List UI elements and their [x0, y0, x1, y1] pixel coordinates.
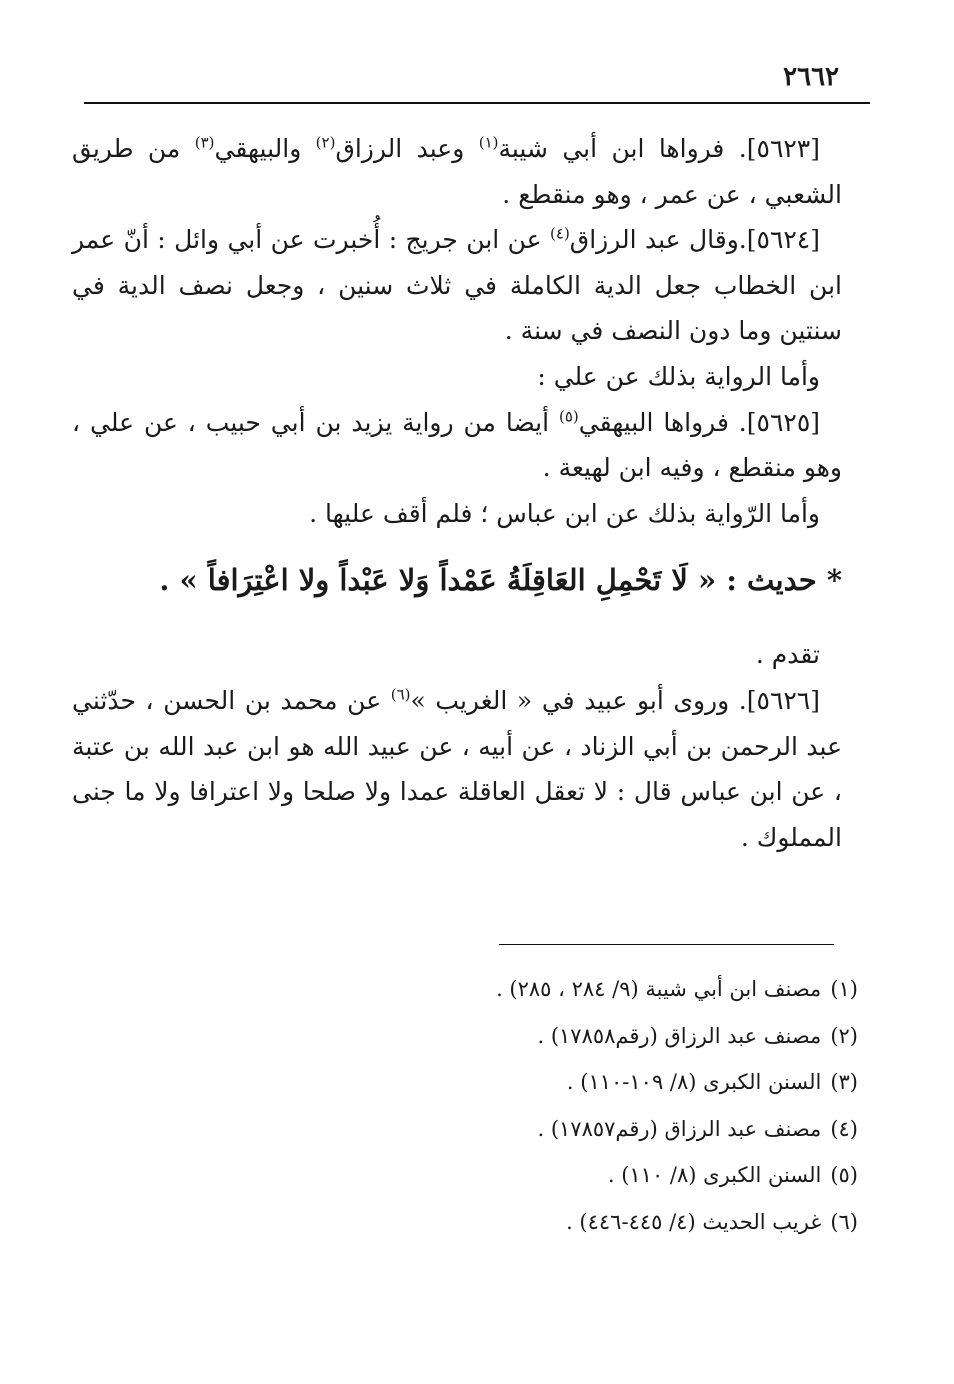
footnote-number: (٣) — [830, 1070, 858, 1094]
paragraph-ali-narration: وأما الرواية بذلك عن علي : — [537, 361, 820, 391]
footnote-6 — [158, 1199, 858, 1246]
footnote-ref-6[interactable]: (٦) — [390, 685, 411, 704]
footnote-text: مصنف عبد الرزاق (رقم١٧٨٥٧) . — [537, 1116, 822, 1141]
paragraph-5625: [٥٦٢٥]. فرواها البيهقي$^{(٥)}$ أيضا من رواية يزيد بن أبي حبيب ، عن علي ، وهو منقطع ، وفيه ابن لهيعة . — [72, 407, 842, 483]
paragraph-5626: [٥٦٢٦]. وروى أبو عبيد في « الغريب »$^{(٦)}$ عن محمد بن الحسن ، حدّثني عبد الرحمن بن أبي الزناد ، عن أبيه ، عن عبيد الله هو ابن عبد الله بن عتبة ، عن ابن عباس قال : لا تعقل العاقلة عمدا ولا صلحا ولا اعترافا ولا ما جنى المملوك . — [72, 685, 842, 852]
footnote-number: (٤) — [830, 1116, 858, 1141]
footnote-text: السنن الكبرى (٨/ ١٠٩-١١٠) . — [566, 1070, 822, 1094]
paragraph-5624: [٥٦٢٤].وقال عبد الرزاق$^{(٤)}$ عن ابن جريج : أُخبرت عن أبي وائل : أنّ عمر ابن الخطاب جعل الدية الكاملة في ثلاث سنين ، وجعل نصف الدية في سنتين وما دون النصف في سنة . — [72, 224, 842, 346]
paragraph-ref: [٥٦٢٦] — [746, 685, 820, 715]
asterisk-icon: * — [826, 563, 842, 598]
footnote-text: غريب الحديث (٤/ ٤٤٥-٤٤٦) . — [566, 1209, 822, 1234]
footnote-ref-4[interactable]: (٤) — [550, 224, 570, 243]
footnote-4 — [158, 1106, 858, 1153]
footnote-text: مصنف عبد الرزاق (رقم١٧٨٥٨) . — [537, 1023, 822, 1048]
paragraph-ibn-abbas-narration: وأما الرّواية بذلك عن ابن عباس ؛ فلم أقف عليها . — [309, 498, 820, 528]
footnote-5 — [158, 1152, 858, 1199]
footnote-ref-5[interactable]: (٥) — [558, 407, 579, 426]
footnote-3 — [158, 1059, 858, 1106]
footnote-ref-2[interactable]: (٢) — [315, 133, 336, 152]
paragraph-ref: [٥٦٢٥] — [746, 407, 821, 437]
paragraph-previously-mentioned: تقدم . — [755, 640, 820, 670]
footnote-separator — [499, 944, 834, 945]
footnote-ref-1[interactable]: (١) — [478, 133, 499, 152]
footnote-number: (٦) — [830, 1209, 858, 1234]
paragraph-5623: [٥٦٢٣]. فرواها ابن أبي شيبة$^{(١)}$ وعبد الرزاق$^{(٢)}$ والبيهقي$^{(٣)}$ من طريق الشعبي ، عن عمر ، وهو منقطع . — [72, 133, 842, 209]
footnote-number: (١) — [830, 977, 858, 1001]
footnote-1 — [158, 966, 858, 1013]
footnote-2 — [158, 1013, 858, 1060]
main-text — [72, 126, 842, 860]
footnote-text: السنن الكبرى (٨/ ١١٠) . — [607, 1163, 822, 1187]
footnote-number: (٢) — [830, 1023, 858, 1048]
paragraph-ref: [٥٦٢٣] — [746, 134, 820, 163]
hadith-heading — [72, 554, 842, 606]
footnotes — [158, 966, 858, 1245]
hadith-label: حديث : — [726, 563, 817, 598]
hadith-text: « لَا تَحْمِلِ العَاقِلَةُ عَمْداً وَلا عَبْداً ولا اعْتِرَافاً » . — [159, 563, 717, 598]
header-rule — [84, 102, 870, 104]
footnote-text: مصنف ابن أبي شيبة (٩/ ٢٨٤ ، ٢٨٥) . — [496, 977, 822, 1001]
footnote-ref-3[interactable]: (٣) — [194, 133, 215, 152]
paragraph-ref: [٥٦٢٤] — [746, 225, 820, 255]
page-number: ٢٦٦٢ — [783, 62, 839, 92]
footnote-number: (٥) — [830, 1163, 858, 1187]
